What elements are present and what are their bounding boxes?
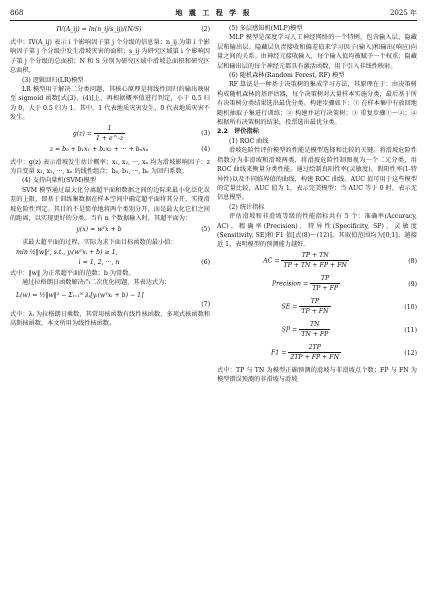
paragraph: 式中：g(z) 表示滑坡发生估计概率；x₁, x₂, ···, xₙ 均为滑坡影响因子；z 为自变量 x₁, x₂, ···, xₙ 的线性组合；b₀, b₁, ···, bₙ 为回归系数。 bbox=[10, 158, 210, 176]
fraction bbox=[299, 320, 330, 340]
fraction bbox=[310, 274, 340, 294]
denominator: TP + FP bbox=[312, 285, 339, 293]
paragraph: 式中：IV(A_ij) 表示 i 个影响因子第 j 个分级的信息量；n_ij 为第 i 个影响因子第 j 个分级中发生滑坡灾害的面积；s_ij 为研究区域第 i 个影响因子第 j 个分级的总面积；N 和 S 分别为研究区域中滑坡总面积和研究区总面积。 bbox=[10, 39, 210, 75]
equation-number: (5) bbox=[201, 225, 210, 233]
equation-3 bbox=[10, 124, 210, 144]
paragraph: 式中：TP 与 TN 为模型正确预测的滑坡与非滑坡点个数；FP 与 FN 为模型错误预测的非滑坡与滑坡 bbox=[217, 366, 417, 384]
subheading: (3) 逻辑回归(LR)模型 bbox=[22, 76, 84, 84]
numerator: TP bbox=[310, 274, 340, 284]
equation-number: (10) bbox=[404, 303, 417, 311]
equation-expression: min ½‖w‖², s.t., yᵢ(wᵀxᵢ + b) ≥ 1, bbox=[16, 248, 118, 256]
denominator: TP + FN bbox=[301, 308, 329, 316]
equation-number: (8) bbox=[408, 257, 417, 265]
numerator: TP bbox=[299, 297, 330, 307]
fraction bbox=[94, 124, 125, 144]
equation-expression: IV(A_ij) = ln(n_ij/s_ij)/(N/S) bbox=[56, 26, 142, 33]
section-heading: 2.2 评价指标 bbox=[217, 128, 259, 136]
equation-number: (12) bbox=[404, 349, 417, 357]
paragraph: RF 算法是一种基于决策树的集成学习方法，其原理在于：由决策树构成随机森林的基评估器，每个决策树对大量样本实施分类，最后基于所有决策树分类结果选出最优分类。构建步骤如下：① 在样本集中有放回地随机抽取子集进行训练；② 构建并运行决策树；③ 重复步骤①～②；④ 根据所有决策树的结果，投票选出最优分类。 bbox=[217, 81, 417, 127]
equation-number: (9) bbox=[408, 280, 417, 288]
equation-6 bbox=[10, 248, 210, 268]
numerator: TN bbox=[299, 320, 330, 330]
header-rule bbox=[10, 20, 417, 21]
paragraph: MLP 模型是深度学习人工神经网络的一个特例，包含输入层、隐藏层和输出层。隐藏层负责接收和偏差值来学习因子(输入)和输出(响应)向量之间的关系。由神经元接收输入，每个输入值均被赋予一个权重；隐藏层和输出层的每个神经元都具有激活函数，用于引入非线性映射。 bbox=[217, 34, 417, 70]
denominator: TN + FP bbox=[301, 331, 329, 339]
denominator: 2TP + FP + FN bbox=[290, 354, 339, 362]
paragraph: 式中：λᵢ 为拉格朗日乘数，其常用核函数有线性核函数、多项式核函数和高斯核函数，本文所用为线性核函数。 bbox=[10, 310, 210, 328]
equation-expression-2: i = 1, 2, ···, n bbox=[78, 258, 120, 266]
paragraph: 式中：‖w‖ 为正常超平面的范数；b 为常数。 bbox=[10, 269, 135, 277]
equation-5 bbox=[10, 225, 210, 237]
subheading: (4) 支持向量机(SVM)模型 bbox=[22, 177, 96, 185]
equation-number: (2) bbox=[201, 26, 210, 33]
paragraph: 求最大超平面的过程，实际为求下面目标函数的最小值： bbox=[22, 238, 177, 246]
numerator: 2TP bbox=[288, 343, 341, 353]
equation-number: (7) bbox=[201, 300, 210, 308]
fraction bbox=[299, 297, 330, 317]
paragraph: SVM 模型通过最大化分离超平面和数据之间的边际来最小化泛化误差的上限，即基于训练集数据在样本空间中确定超平面将其分开，实现滑坡危险性判定。其目的不是简单地将两个类别分开，而是最大化它们之间的距离，以实现更好的分类。当有 n 个数据输入时，其超平面为： bbox=[10, 186, 210, 223]
denominator: TP + TN + FP + FN bbox=[283, 262, 347, 270]
equation-7 bbox=[10, 289, 210, 309]
paragraph: LR 模型用于解决二分类问题，其核心原理是将线性回归的输出映射至 sigmoid 函数[式(3)、(4)]上，再根据概率值进行判定，小于 0.5 归为 0，大于 0.5 归为 1。其中，1 代表地质灾害发生，0 代表地质灾害不发生。 bbox=[10, 86, 210, 122]
paragraph: 通过拉格朗日函数解决凸二次优化问题，其表达式为： bbox=[22, 279, 171, 287]
subheading: (2) 统计指标 bbox=[229, 203, 265, 211]
equation-lhs: g(z) = bbox=[72, 130, 92, 138]
equation-10 bbox=[217, 297, 417, 319]
equation-lhs: SP = bbox=[281, 326, 298, 334]
subheading: (6) 随机森林(Random Forest, RF) 模型 bbox=[229, 72, 345, 80]
equation-expression: L(w) = ½‖w‖² − Σᵢ₌₁ᴺ λᵢ[yᵢ(wᵀxᵢ + b) − 1] bbox=[16, 291, 144, 299]
right-column bbox=[217, 24, 417, 385]
equation-2 bbox=[10, 25, 210, 37]
equation-lhs: Precision = bbox=[271, 280, 309, 288]
subheading: (1) ROC 曲线 bbox=[229, 137, 269, 145]
equation-11 bbox=[217, 320, 417, 342]
numerator: TP + TN bbox=[281, 251, 348, 261]
equation-number: (11) bbox=[404, 326, 417, 334]
denominator: 1 + e^-z bbox=[95, 135, 124, 143]
journal-title: 地 震 工 程 学 报 bbox=[175, 8, 252, 17]
equation-lhs: AC = bbox=[263, 257, 280, 265]
equation-8 bbox=[217, 251, 417, 273]
equation-number: (3) bbox=[201, 129, 210, 137]
equation-number: (4) bbox=[201, 145, 210, 153]
page-header bbox=[10, 6, 417, 20]
equation-9 bbox=[217, 274, 417, 296]
paragraph: 滑坡危险性评价模型的性能是模型选择和比较的关键。将滑坡危险性指数分为非滑坡和滑坡两类，将滑坡危险性制图视为一个二元分类，用 ROC 曲线来衡量分类性能。通过绘制真阳性率(灵敏度)、假阳性率(1-特异性)以及不同临界值的曲线，构建 ROC 曲线。AUC 值可用于这些模型的定量比较，AUC 值为 1，表示完美模型；当 AUC 等于 0 时，表示无信息模型。 bbox=[217, 147, 417, 202]
page-number: 868 bbox=[10, 9, 24, 17]
equation-expression: y(x) = wᵀx + b bbox=[76, 225, 122, 233]
equation-lhs: F1 = bbox=[271, 349, 287, 357]
fraction bbox=[288, 343, 341, 363]
subheading: (5) 多层感知机(MLP)模型 bbox=[229, 25, 303, 32]
equation-lhs: SE = bbox=[281, 303, 298, 311]
numerator: 1 bbox=[94, 124, 125, 134]
fraction bbox=[281, 251, 348, 271]
equation-12 bbox=[217, 343, 417, 365]
journal-year: 2025 年 bbox=[389, 9, 417, 17]
left-column bbox=[10, 24, 210, 329]
equation-number: (6) bbox=[201, 258, 210, 266]
equation-4 bbox=[10, 145, 210, 157]
equation-expression: z = b₀ + b₁x₁ + b₂x₂ + ··· + bₙxₙ bbox=[49, 145, 149, 153]
paragraph: 评估滑坡和非滑坡等级的性能指标共有 5 个：准确率(Accuracy, AC)、精确率(Precision)、特异性(Specificity, SP)、灵敏度(Sensitivity, SE)和 F1 值[式(8)～(12)]。其取值范围均为[0,1]，越接近 1，表明模型的预测能力越好。 bbox=[217, 213, 417, 249]
